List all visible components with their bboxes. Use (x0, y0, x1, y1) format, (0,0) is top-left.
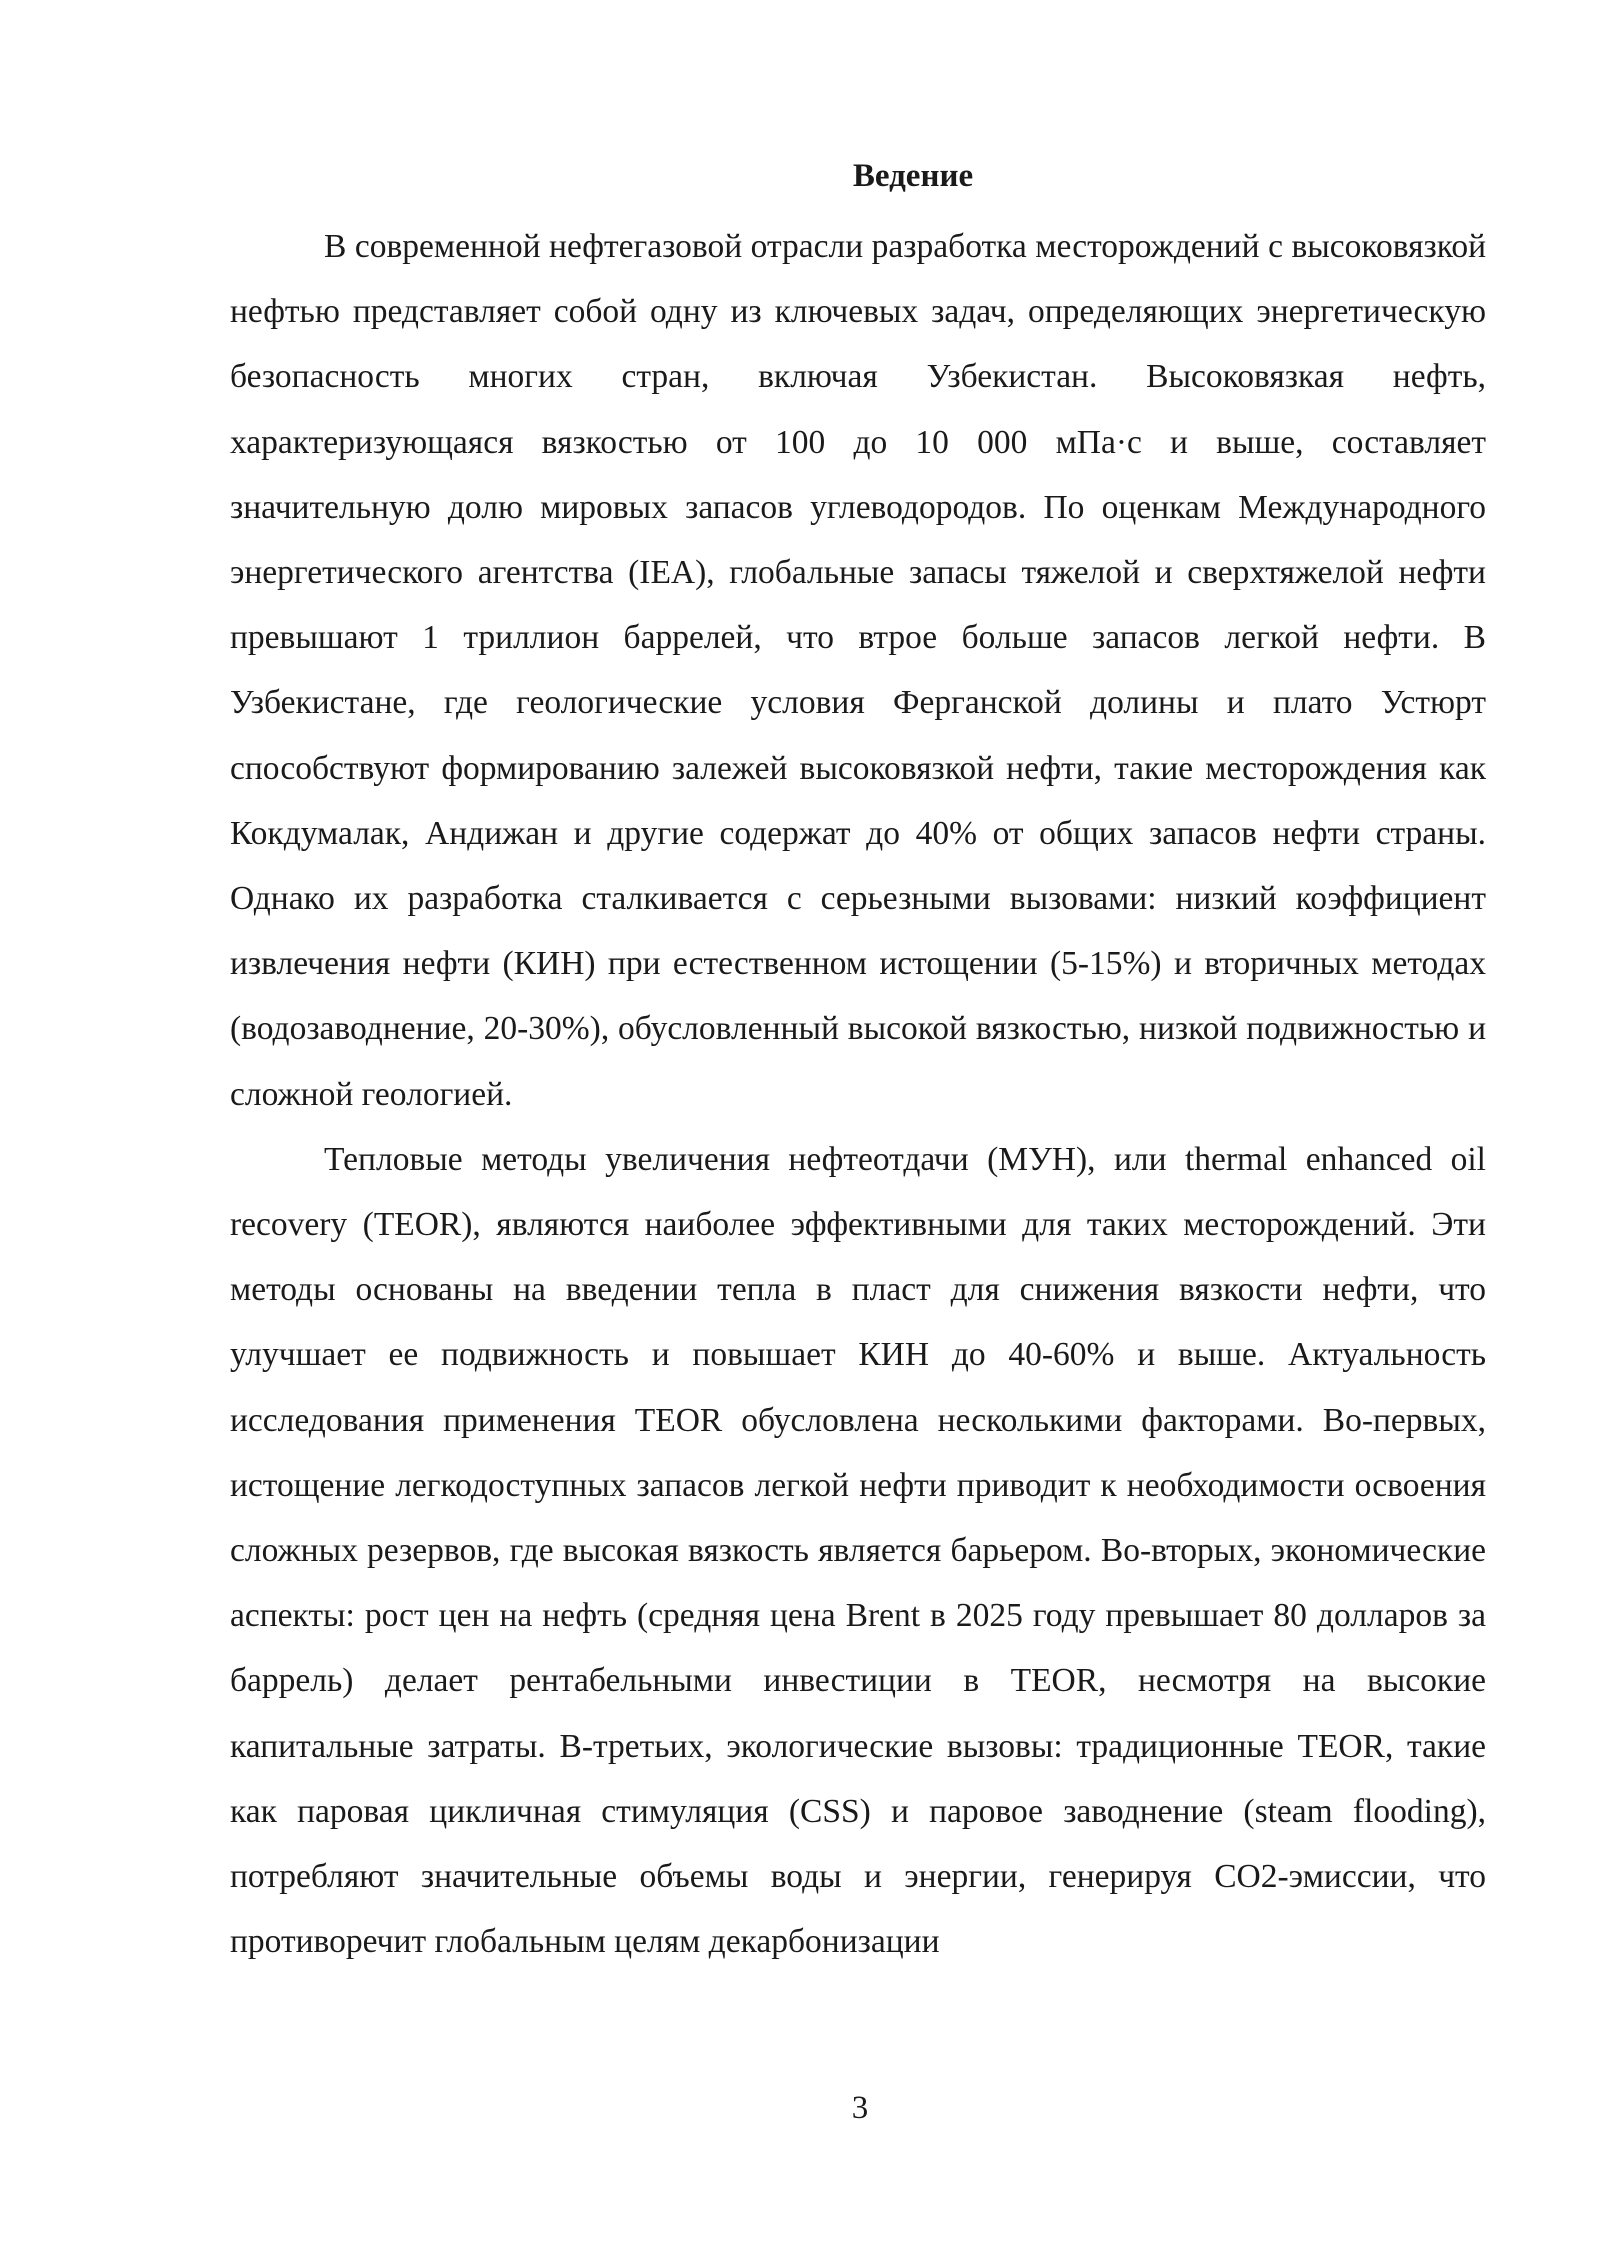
page-content (230, 150, 1486, 1974)
page-number: 3 (851, 2090, 869, 2126)
section-heading: Ведение (852, 158, 974, 194)
paragraph-2: Тепловые методы увеличения нефтеотдачи (МУН), или thermal enhanced oil recovery (TEOR), являются наиболее эффективными для таких месторождений. Эти методы основаны на введении тепла в пласт для снижения вязкости нефти, что улучшает ее подвижность и повышает КИН до 40-60% и выше. Актуальность исследования применения TEOR обусловлена несколькими факторами. Во-первых, истощение легкодоступных запасов легкой нефти приводит к необходимости освоения сложных резервов, где высокая вязкость является барьером. Во-вторых, экономические аспекты: рост цен на нефть (средняя цена Brent в 2025 году превышает 80 долларов за баррель) делает рентабельными инвестиции в TEOR, несмотря на высокие капитальные затраты. В-третьих, экологические вызовы: традиционные TEOR, такие как паровая цикличная стимуляция (CSS) и паровое заводнение (steam flooding), потребляют значительные объемы воды и энергии, генерируя CO2-эмиссии, что противоречит глобальным целям декарбонизации (230, 1140, 1486, 1961)
paragraph-1: В современной нефтегазовой отрасли разработка месторождений с высоковязкой нефтью представляет собой одну из ключевых задач, определяющих энергетическую безопасность многих стран, включая Узбекистан. Высоковязкая нефть, характеризующаяся вязкостью от 100 до 10 000 мПа·с и выше, составляет значительную долю мировых запасов углеводородов. По оценкам Международного энергетического агентства (IEA), глобальные запасы тяжелой и сверхтяжелой нефти превышают 1 триллион баррелей, что втрое больше запасов легкой нефти. В Узбекистане, где геологические условия Ферганской долины и плато Устюрт способствуют формированию залежей высоковязкой нефти, такие месторождения как Кокдумалак, Андижан и другие содержат до 40% от общих запасов нефти страны. Однако их разработка сталкивается с серьезными вызовами: низкий коэффициент извлечения нефти (КИН) при естественном истощении (5-15%) и вторичных методах (водозаводнение, 20-30%), обусловленный высокой вязкостью, низкой подвижностью и сложной геологией. (230, 228, 1486, 1113)
